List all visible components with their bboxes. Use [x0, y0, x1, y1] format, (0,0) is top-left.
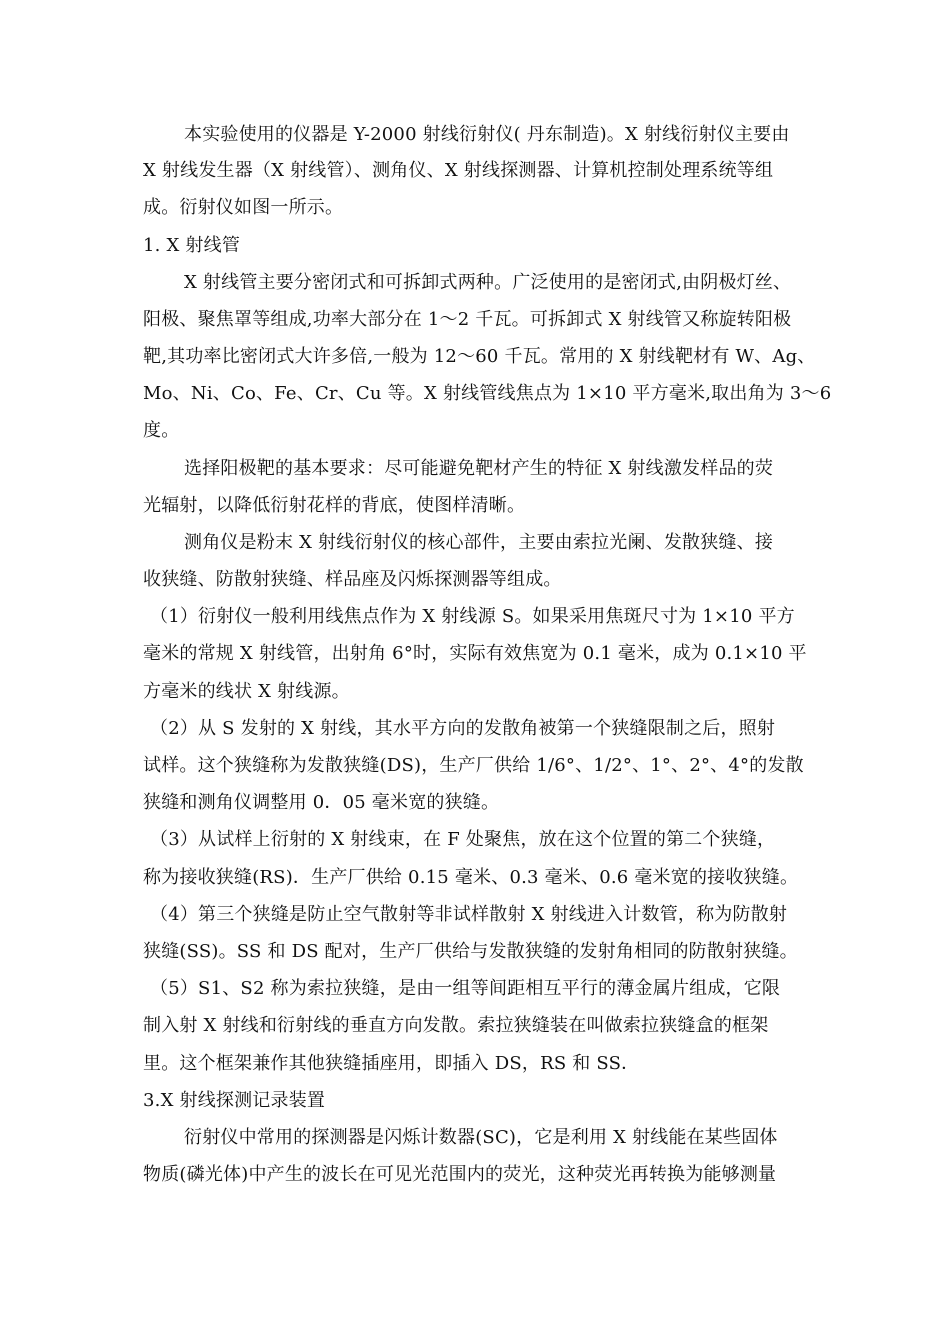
list-item: （3）从试样上衍射的 X 射线束，在 F 处聚焦，放在这个位置的第二个狭缝，	[150, 829, 776, 850]
text-line: 方毫米的线状 X 射线源。	[143, 681, 350, 702]
text-line: X 射线管主要分密闭式和可拆卸式两种。广泛使用的是密闭式,由阴极灯丝、	[184, 272, 792, 293]
text-line: 度。	[143, 420, 180, 441]
text-line: 物质(磷光体)中产生的波长在可见光范围内的荧光，这种荧光再转换为能够测量	[143, 1164, 777, 1185]
list-item: （1）衍射仪一般利用线焦点作为 X 射线源 S。如果采用焦斑尺寸为 1×10 平方	[150, 606, 795, 627]
section-heading: 1. X 射线管	[143, 235, 241, 256]
section-heading: 3.X 射线探测记录装置	[143, 1090, 326, 1111]
text-line: 试样。这个狭缝称为发散狭缝(DS)，生产厂供给 1/6°、1/2°、1°、2°、4°的发散	[143, 755, 804, 776]
text-line: 里。这个框架兼作其他狭缝插座用，即插入 DS，RS 和 SS．	[143, 1053, 640, 1074]
list-item: （2）从 S 发射的 X 射线，其水平方向的发散角被第一个狭缝限制之后，照射	[150, 718, 776, 739]
list-item: （5）S1、S2 称为索拉狭缝，是由一组等间距相互平行的薄金属片组成，它限	[150, 978, 781, 999]
text-line: 阳极、聚焦罩等组成,功率大部分在 1～2 千瓦。可拆卸式 X 射线管又称旋转阳极	[143, 309, 792, 330]
text-line: 成。衍射仪如图一所示。	[143, 197, 344, 218]
text-line: 狭缝和测角仪调整用 0．05 毫米宽的狭缝。	[143, 792, 500, 813]
text-line: 收狭缝、防散射狭缝、样品座及闪烁探测器等组成。	[143, 569, 562, 590]
text-line: 衍射仪中常用的探测器是闪烁计数器(SC)，它是利用 X 射线能在某些固体	[184, 1127, 778, 1148]
list-item: （4）第三个狭缝是防止空气散射等非试样散射 X 射线进入计数管，称为防散射	[150, 904, 788, 925]
text-line: 称为接收狭缝(RS)．生产厂供给 0.15 毫米、0.3 毫米、0.6 毫米宽的接收狭缝。	[143, 867, 799, 888]
text-line: 靶,其功率比密闭式大许多倍,一般为 12～60 千瓦。常用的 X 射线靶材有 W、Ag、	[143, 346, 816, 367]
text-line: 光辐射，以降低衍射花样的背底，使图样清晰。	[143, 495, 526, 516]
text-line: Mo、Ni、Co、Fe、Cr、Cu 等。X 射线管线焦点为 1×10 平方毫米,取出角为 3～6	[143, 383, 832, 404]
text-line: 本实验使用的仪器是 Y-2000 射线衍射仪( 丹东制造)。X 射线衍射仪主要由	[184, 124, 790, 145]
text-line: 测角仪是粉末 X 射线衍射仪的核心部件，主要由索拉光阑、发散狭缝、接	[184, 532, 774, 553]
text-line: 选择阳极靶的基本要求：尽可能避免靶材产生的特征 X 射线激发样品的荧	[184, 458, 774, 479]
text-line: X 射线发生器（X 射线管）、测角仪、X 射线探测器、计算机控制处理系统等组	[143, 160, 774, 181]
text-line: 制入射 X 射线和衍射线的垂直方向发散。索拉狭缝装在叫做索拉狭缝盒的框架	[143, 1015, 769, 1036]
text-line: 毫米的常规 X 射线管，出射角 6°时，实际有效焦宽为 0.1 毫米，成为 0.1×10 平	[143, 643, 807, 664]
text-line: 狭缝(SS)。SS 和 DS 配对，生产厂供给与发散狭缝的发射角相同的防散射狭缝。	[143, 941, 798, 962]
